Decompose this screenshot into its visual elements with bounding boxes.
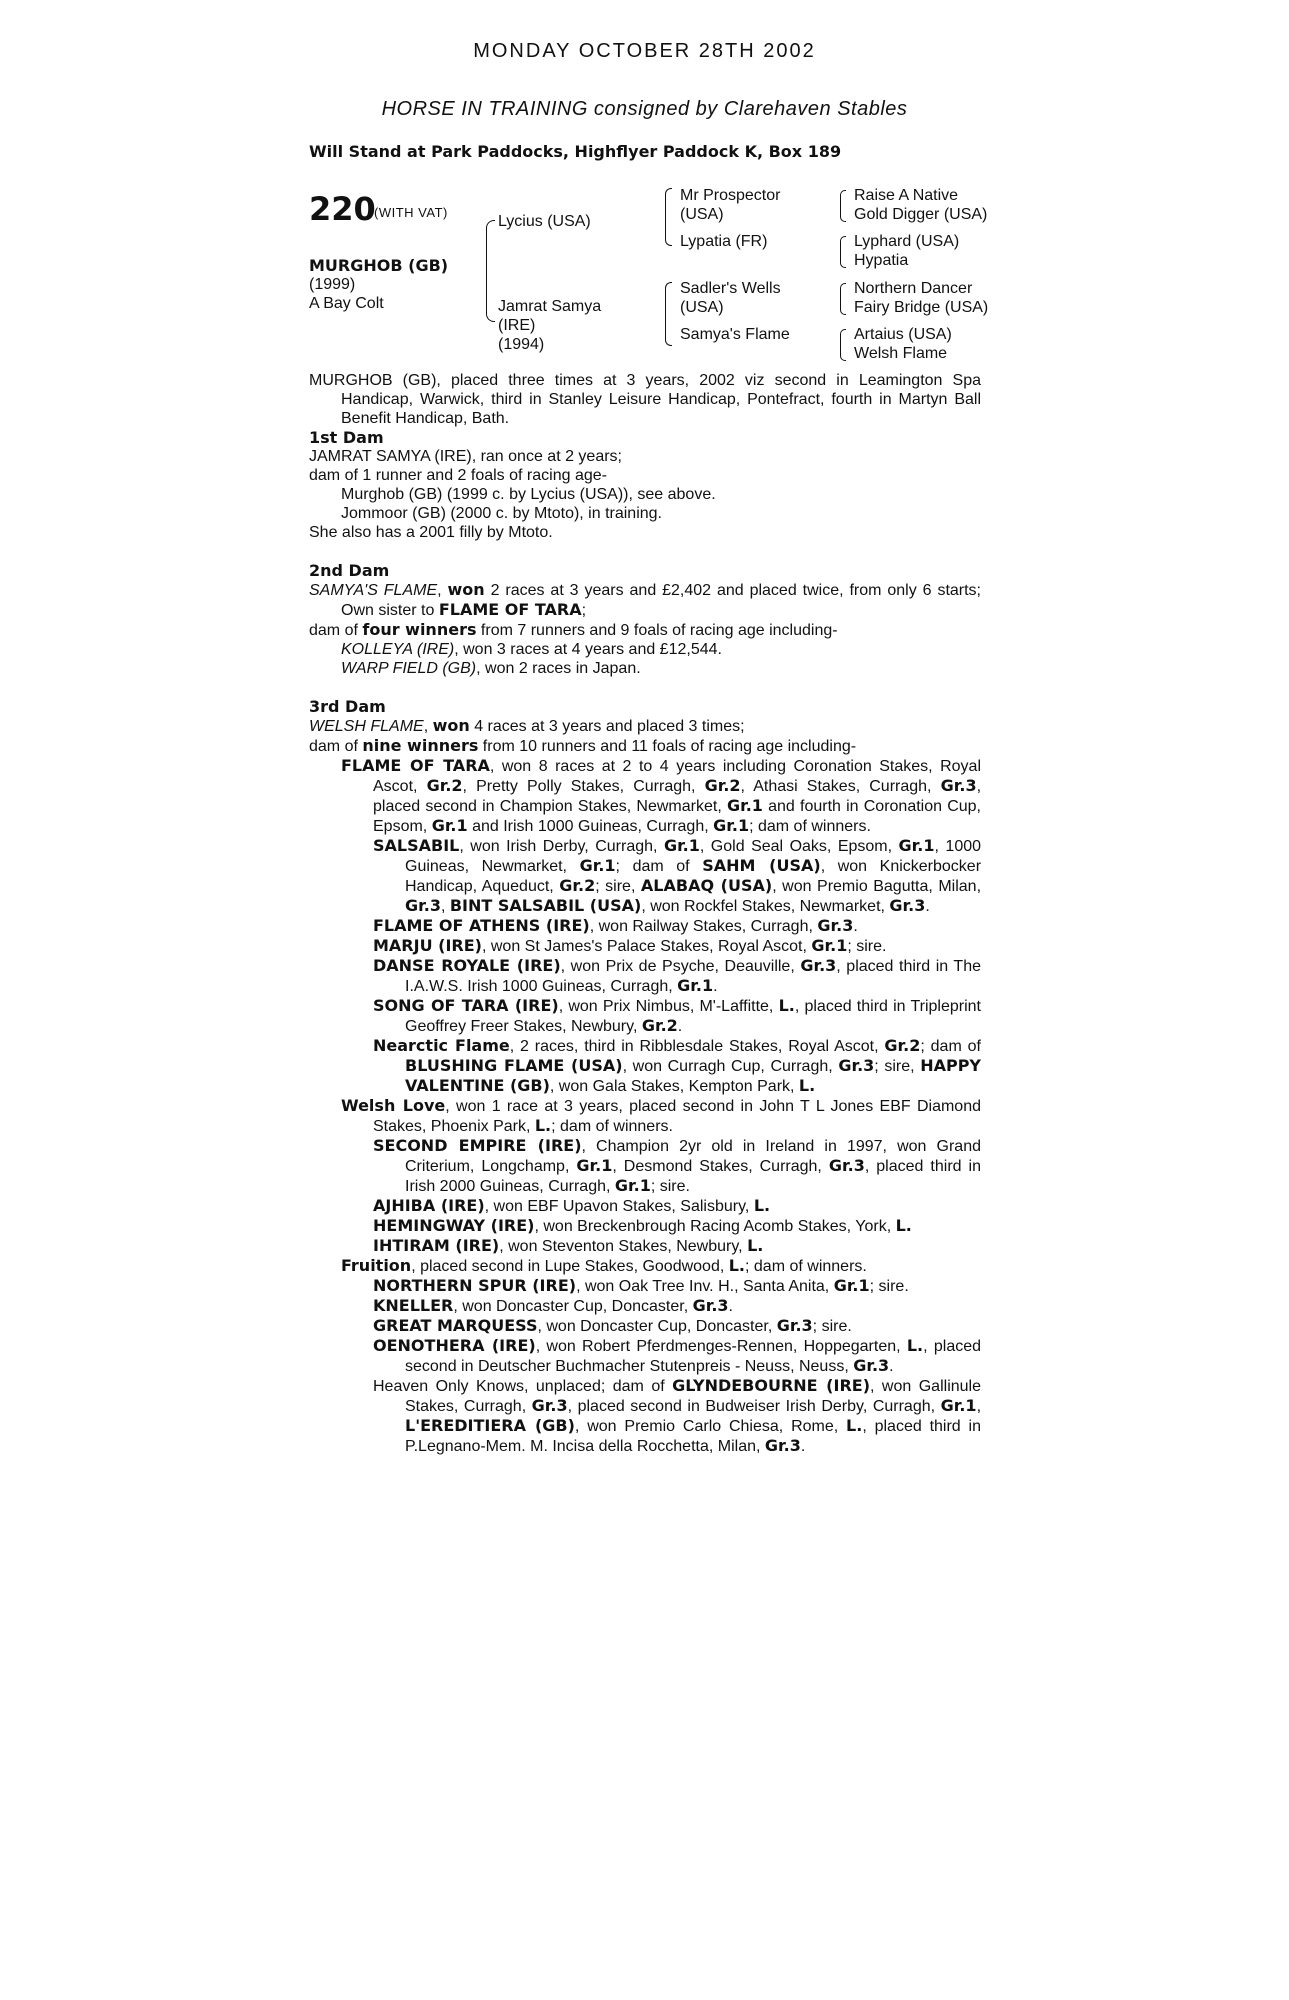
pedigree-sire-sire: Mr Prospector <box>680 187 781 204</box>
produce-nearctic-flame: Nearctic Flame, 2 races, third in Ribblesdale Stakes, Royal Ascot, Gr.2; dam of BLUSHING FLAME (USA), won Curragh Cup, Curragh, Gr.3; sire, HAPPY VALENTINE (GB), won Gala Stakes, Kempton Park, L. <box>373 1036 982 1095</box>
pedigree-dam-year: (1994) <box>498 336 545 353</box>
produce-salsabil: SALSABIL, won Irish Derby, Curragh, Gr.1, Gold Seal Oaks, Epsom, Gr.1, 1000 Guineas, Newmarket, Gr.1; dam of SAHM (USA), won Knickerbocker Handicap, Aqueduct, Gr.2; sire, ALABAQ (USA), won Premio Bagutta, Milan, Gr.3, BINT SALSABIL (USA), won Rockfel Stakes, Newmarket, Gr.3. <box>373 836 982 915</box>
first-dam-line: dam of 1 runner and 2 foals of racing age- <box>309 467 607 484</box>
vat-note: (WITH VAT) <box>374 205 448 220</box>
pedigree-dam: Jamrat Samya <box>498 298 602 315</box>
pedigree-brace-g3 <box>840 283 846 315</box>
pedigree-gg1: Raise A Native <box>854 187 959 204</box>
intro-paragraph: MURGHOB (GB), placed three times at 3 years, 2002 viz second in Leamington Spa Handicap, Warwick, third in Stanley Leisure Handicap, Pontefract, fourth in Martyn Ball Benefit Handicap, Bath. <box>309 372 981 427</box>
pedigree-gg8: Welsh Flame <box>854 345 948 362</box>
pedigree-gg4: Hypatia <box>854 252 909 269</box>
pedigree-dam-country: (IRE) <box>498 317 536 334</box>
pedigree-gg3: Lyphard (USA) <box>854 233 960 250</box>
second-dam-heading: 2nd Dam <box>309 561 390 580</box>
produce-second-empire: SECOND EMPIRE (IRE), Champion 2yr old in Ireland in 1997, won Grand Criterium, Longchamp, Gr.1, Desmond Stakes, Curragh, Gr.3, placed third in Irish 2000 Guineas, Curragh, Gr.1; sire. <box>373 1136 982 1195</box>
pedigree-dam-sire: Sadler's Wells <box>680 280 781 297</box>
pedigree-dam-sire-country: (USA) <box>680 299 724 316</box>
pedigree-brace-g4 <box>840 329 846 361</box>
pedigree-brace-main <box>486 220 495 322</box>
second-dam-produce-summary: dam of four winners from 7 runners and 9 foals of racing age including- <box>309 620 838 639</box>
pedigree-gg5: Northern Dancer <box>854 280 973 297</box>
pedigree-gg7: Artaius (USA) <box>854 326 952 343</box>
pedigree-gg2: Gold Digger (USA) <box>854 206 988 223</box>
produce-flame-of-tara: FLAME OF TARA, won 8 races at 2 to 4 years including Coronation Stakes, Royal Ascot, Gr.2, Pretty Polly Stakes, Curragh, Gr.2, Athasi Stakes, Curragh, Gr.3, placed second in Champion Stakes, Newmarket, Gr.1 and fourth in Coronation Cup, Epsom, Gr.1 and Irish 1000 Guineas, Curragh, Gr.1; dam of winners. <box>341 756 982 835</box>
pedigree-sire-sire-country: (USA) <box>680 206 724 223</box>
first-dam-line: JAMRAT SAMYA (IRE), ran once at 2 years; <box>309 448 622 465</box>
third-dam-heading: 3rd Dam <box>309 697 386 716</box>
first-dam-produce: Jommoor (GB) (2000 c. by Mtoto), in training. <box>341 505 662 522</box>
produce-northern-spur: NORTHERN SPUR (IRE), won Oak Tree Inv. H., Santa Anita, Gr.1; sire. <box>373 1276 909 1295</box>
produce-danse-royale: DANSE ROYALE (IRE), won Prix de Psyche, Deauville, Gr.3, placed third in The I.A.W.S. Irish 1000 Guineas, Curragh, Gr.1. <box>373 956 982 995</box>
consignment-line: HORSE IN TRAINING consigned by Clarehaven Stables <box>381 98 908 120</box>
produce-ihtiram: IHTIRAM (IRE), won Steventon Stakes, Newbury, L. <box>373 1236 764 1255</box>
horse-name: MURGHOB (GB) <box>309 256 449 275</box>
first-dam-heading: 1st Dam <box>309 428 384 447</box>
second-dam-produce: WARP FIELD (GB), won 2 races in Japan. <box>341 660 641 677</box>
third-dam-summary: WELSH FLAME, won 4 races at 3 years and placed 3 times; <box>309 716 745 735</box>
sale-date: MONDAY OCTOBER 28TH 2002 <box>473 40 816 62</box>
catalogue-text <box>309 371 981 1456</box>
foaling-year: (1999) <box>309 276 356 293</box>
second-dam-produce: KOLLEYA (IRE), won 3 races at 4 years and £12,544. <box>341 641 722 658</box>
pedigree-sire-dam: Lypatia (FR) <box>680 233 768 250</box>
produce-great-marquess: GREAT MARQUESS, won Doncaster Cup, Doncaster, Gr.3; sire. <box>373 1316 852 1335</box>
produce-song-of-tara: SONG OF TARA (IRE), won Prix Nimbus, M'-Laffitte, L., placed third in Tripleprint Geoffrey Freer Stakes, Newbury, Gr.2. <box>373 996 982 1035</box>
pedigree-brace-dam <box>665 282 672 346</box>
produce-fruition: Fruition, placed second in Lupe Stakes, Goodwood, L.; dam of winners. <box>341 1256 867 1275</box>
produce-hemingway: HEMINGWAY (IRE), won Breckenbrough Racing Acomb Stakes, York, L. <box>373 1216 912 1235</box>
produce-welsh-love: Welsh Love, won 1 race at 3 years, placed second in John T L Jones EBF Diamond Stakes, Phoenix Park, L.; dam of winners. <box>341 1096 981 1135</box>
first-dam-produce: Murghob (GB) (1999 c. by Lycius (USA)), see above. <box>341 486 716 503</box>
third-dam-produce-summary: dam of nine winners from 10 runners and 11 foals of racing age including- <box>309 736 857 755</box>
first-dam-line: She also has a 2001 filly by Mtoto. <box>309 524 553 541</box>
produce-marju: MARJU (IRE), won St James's Palace Stakes, Royal Ascot, Gr.1; sire. <box>373 936 887 955</box>
stand-location: Will Stand at Park Paddocks, Highflyer Paddock K, Box 189 <box>309 142 842 161</box>
pedigree-gg6: Fairy Bridge (USA) <box>854 299 989 316</box>
pedigree-brace-g2 <box>840 236 846 268</box>
pedigree-brace-g1 <box>840 190 846 222</box>
pedigree-brace-sire <box>665 188 672 246</box>
lot-number: 220 <box>309 190 376 228</box>
pedigree-dam-dam: Samya's Flame <box>680 326 790 343</box>
second-dam-summary: SAMYA'S FLAME, won 2 races at 3 years and £2,402 and placed twice, from only 6 starts; Own sister to FLAME OF TARA; <box>309 580 982 619</box>
pedigree-sire: Lycius (USA) <box>498 213 591 230</box>
produce-ajhiba: AJHIBA (IRE), won EBF Upavon Stakes, Salisbury, L. <box>373 1196 771 1215</box>
produce-heaven-only-knows: Heaven Only Knows, unplaced; dam of GLYNDEBOURNE (IRE), won Gallinule Stakes, Curragh, Gr.3, placed second in Budweiser Irish Derby, Curragh, Gr.1, L'EREDITIERA (GB), won Premio Carlo Chiesa, Rome, L., placed third in P.Legnano-Mem. M. Incisa della Rocchetta, Milan, Gr.3. <box>373 1376 982 1455</box>
produce-flame-of-athens: FLAME OF ATHENS (IRE), won Railway Stakes, Curragh, Gr.3. <box>373 916 858 935</box>
horse-description: A Bay Colt <box>309 295 384 312</box>
produce-kneller: KNELLER, won Doncaster Cup, Doncaster, Gr.3. <box>373 1296 733 1315</box>
produce-oenothera: OENOTHERA (IRE), won Robert Pferdmenges-Rennen, Hoppegarten, L., placed second in Deutscher Buchmacher Stutenpreis - Neuss, Neuss, Gr.3. <box>373 1336 982 1375</box>
